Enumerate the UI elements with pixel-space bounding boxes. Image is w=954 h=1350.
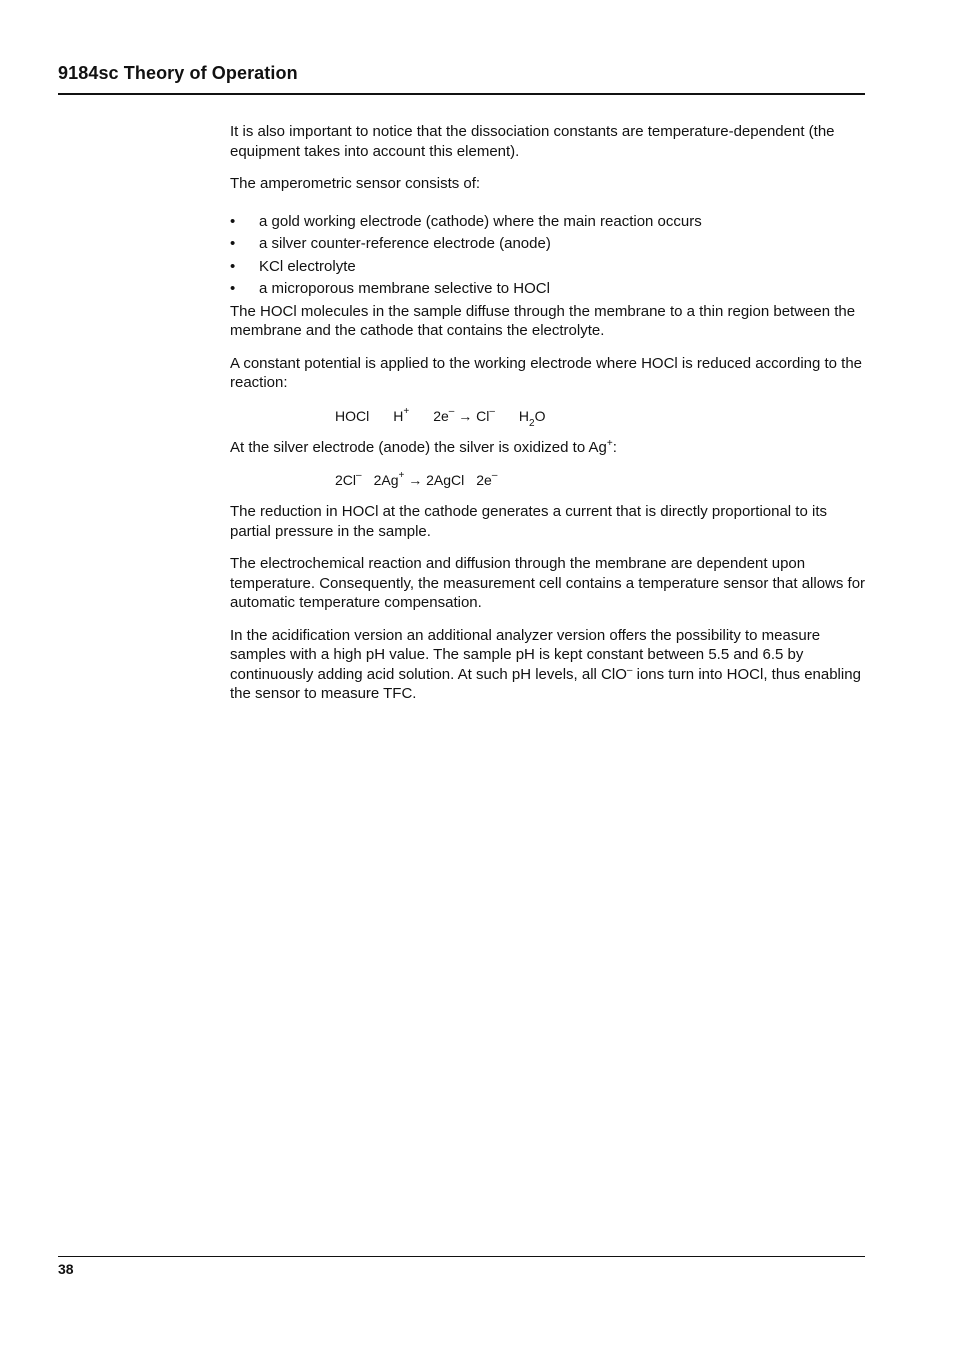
page-number: 38 [58, 1261, 74, 1277]
bullet-icon: • [230, 235, 236, 252]
paragraph-sensor-intro: The amperometric sensor consists of: [230, 175, 481, 192]
paragraph-acidification [230, 626, 870, 704]
eq-superscript: – [356, 470, 362, 481]
list-item [230, 234, 870, 254]
eq-term: 2e [476, 472, 492, 488]
paragraph-diffusion: The HOCl molecules in the sample diffuse through the membrane to a thin region between the membrane and the cathode that contains the electrolyte. [230, 302, 856, 339]
eq-subscript: 2 [529, 417, 535, 429]
bullet-icon: • [230, 280, 236, 297]
eq-superscript: + [398, 470, 405, 481]
eq-term: 2Cl [335, 472, 357, 488]
list-item-text: a gold working electrode (cathode) where the main reaction occurs [259, 212, 702, 230]
anode-reaction-equation [335, 470, 870, 492]
eq-superscript: – [448, 405, 455, 417]
bullet-icon: • [230, 257, 236, 275]
paragraph-text: ions turn into HOCl, thus enabling the sensor to measure TFC. [230, 665, 861, 702]
eq-term: 2e [433, 407, 449, 424]
paragraph-text: At the silver electrode (anode) the silver is oxidized to Ag [230, 438, 607, 456]
page-title: 9184sc Theory of Operation [58, 63, 298, 83]
list-item [230, 212, 870, 232]
eq-term: HOCl [335, 407, 370, 424]
eq-term: H [518, 407, 530, 424]
reaction-arrow-icon: → [408, 472, 423, 488]
eq-term: 2AgCl [426, 472, 465, 488]
superscript: + [606, 437, 613, 449]
eq-term: Cl [476, 407, 490, 424]
list-item-text: a microporous membrane selective to HOCl [259, 280, 550, 297]
superscript: – [626, 664, 633, 676]
eq-superscript: – [489, 405, 495, 417]
paragraph-constant-potential: A constant potential is applied to the working electrode where HOCl is reduced according to the reaction: [230, 354, 863, 391]
list-item-text: a silver counter-reference electrode (anode) [259, 235, 551, 252]
cathode-reaction-equation [335, 406, 870, 428]
reaction-arrow-icon: → [458, 407, 473, 424]
paragraph-temperature-compensation: The electrochemical reaction and diffusion through the membrane are dependent upon temperature. Consequently, the measurement cell contains a temperature sensor that allows for automatic temperature compensation. [230, 555, 866, 611]
document-body [230, 122, 870, 717]
eq-term: H [393, 407, 404, 424]
footer-divider [58, 1256, 865, 1257]
list-item [230, 279, 870, 299]
list-item [230, 257, 870, 277]
list-item-text: KCl electrolyte [259, 257, 356, 275]
eq-term: 2Ag [373, 472, 399, 488]
paragraph-current-proportional: The reduction in HOCl at the cathode generates a current that is directly proportional to its partial pressure in the sample. [230, 503, 827, 540]
paragraph-temperature-dependence: It is also important to notice that the dissociation constants are temperature-dependent (the equipment takes into account this element). [230, 123, 835, 160]
paragraph-text: : [612, 438, 617, 456]
header-divider [58, 93, 865, 95]
eq-term: O [534, 407, 546, 424]
eq-superscript: + [403, 405, 410, 417]
bullet-icon: • [230, 212, 236, 230]
eq-superscript: – [491, 470, 498, 481]
paragraph-anode-oxidation [230, 438, 870, 458]
paragraph-text: In the acidification version an additional analyzer version offers the possibility to measure samples with a high pH value. The sample pH is kept constant between 5.5 and 6.5 by continuously adding acid solution. At such pH levels, all ClO [230, 626, 821, 683]
sensor-components-list [230, 212, 870, 299]
